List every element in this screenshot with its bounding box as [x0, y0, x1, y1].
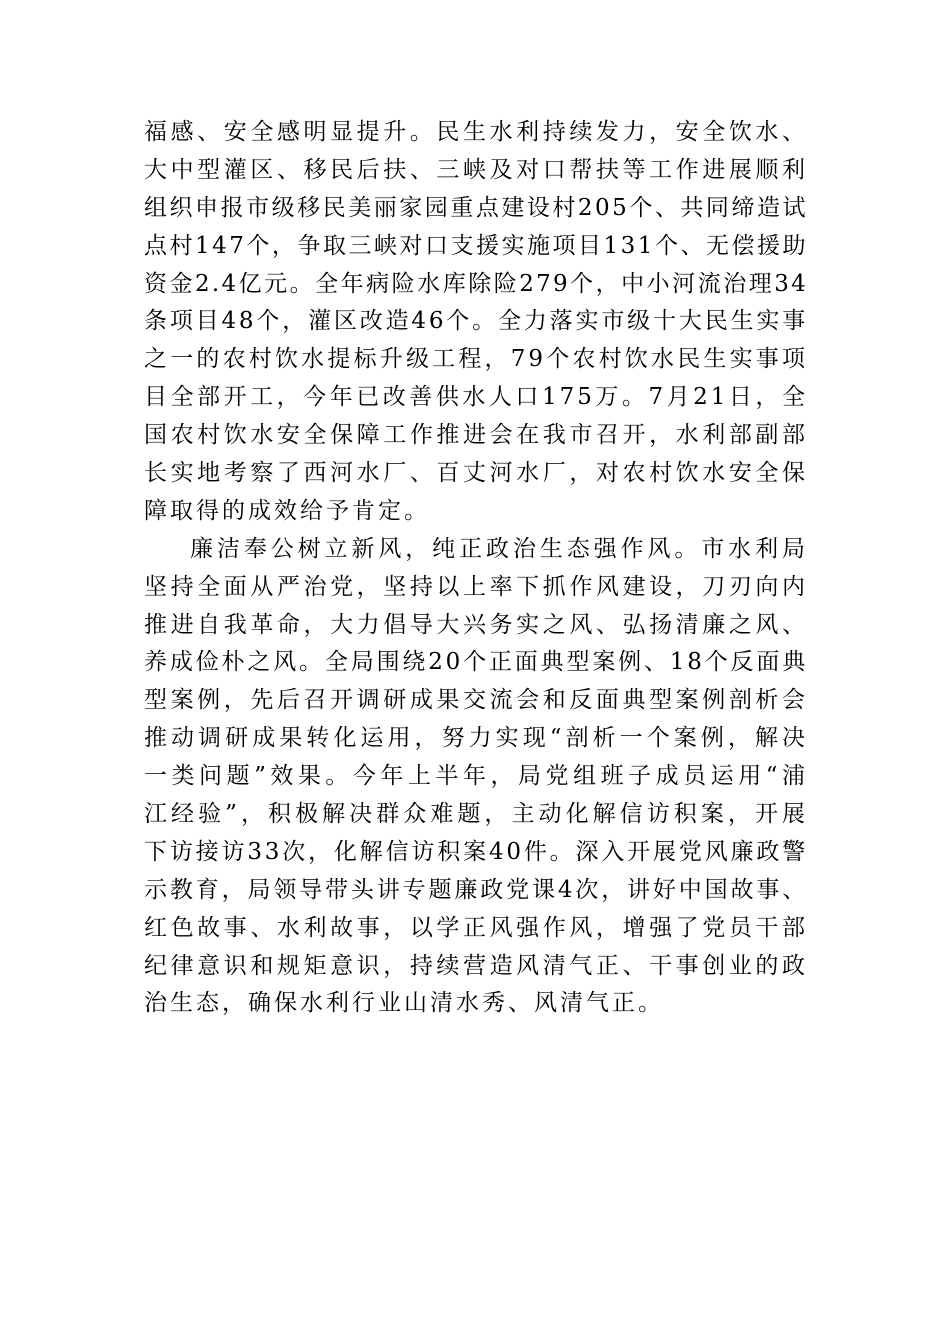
text-line: 长实地考察了西河水厂、百丈河水厂，对农村饮水安全保: [144, 460, 808, 487]
text-line: 推动调研成果转化运用，努力实现“剖析一个案例，解决: [144, 725, 808, 752]
text-line: 江经验”，积极解决群众难题，主动化解信访积案，开展: [144, 801, 808, 828]
text-line: 一类问题”效果。今年上半年，局党组班子成员运用“浦: [144, 763, 808, 790]
paragraph-integrity-style: [144, 531, 808, 1024]
text-line: 养成俭朴之风。全局围绕20个正面典型案例、18个反面典: [144, 649, 808, 676]
text-line: 大中型灌区、移民后扶、三峡及对口帮扶等工作进展顺利: [144, 156, 808, 183]
paragraph-water-livelihood: [144, 114, 808, 531]
text-line: 坚持全面从严治党，坚持以上率下抓作风建设，刀刃向内: [144, 573, 808, 600]
text-line: 国农村饮水安全保障工作推进会在我市召开，水利部副部: [144, 422, 808, 449]
text-line: 推进自我革命，大力倡导大兴务实之风、弘扬清廉之风、: [144, 611, 808, 638]
text-line: 目全部开工，今年已改善供水人口175万。7月21日，全: [144, 384, 808, 411]
text-line: 型案例，先后召开调研成果交流会和反面典型案例剖析会: [144, 687, 808, 714]
text-line: 示教育，局领导带头讲专题廉政党课4次，讲好中国故事、: [144, 876, 808, 903]
text-line: 治生态，确保水利行业山清水秀、风清气正。: [144, 990, 664, 1017]
text-line: 条项目48个，灌区改造46个。全力落实市级十大民生实事: [144, 308, 808, 335]
text-line: 点村147个，争取三峡对口支援实施项目131个、无偿援助: [144, 232, 808, 259]
text-line: 障取得的成效给予肯定。: [144, 497, 430, 524]
text-line: 福感、安全感明显提升。民生水利持续发力，安全饮水、: [144, 119, 808, 145]
text-line: 组织申报市级移民美丽家园重点建设村205个、共同缔造试: [144, 194, 808, 221]
body-text: [144, 114, 808, 1023]
text-line: 下访接访33次，化解信访积案40件。深入开展党风廉政警: [144, 838, 808, 865]
text-line: 红色故事、水利故事，以学正风强作风，增强了党员干部: [144, 914, 808, 941]
text-line: 廉洁奉公树立新风，纯正政治生态强作风。市水利局: [190, 535, 808, 562]
text-line: 资金2.4亿元。全年病险水库除险279个，中小河流治理34: [144, 270, 808, 297]
text-line: 之一的农村饮水提标升级工程，79个农村饮水民生实事项: [144, 346, 808, 373]
text-line: 纪律意识和规矩意识，持续营造风清气正、干事创业的政: [144, 952, 808, 979]
